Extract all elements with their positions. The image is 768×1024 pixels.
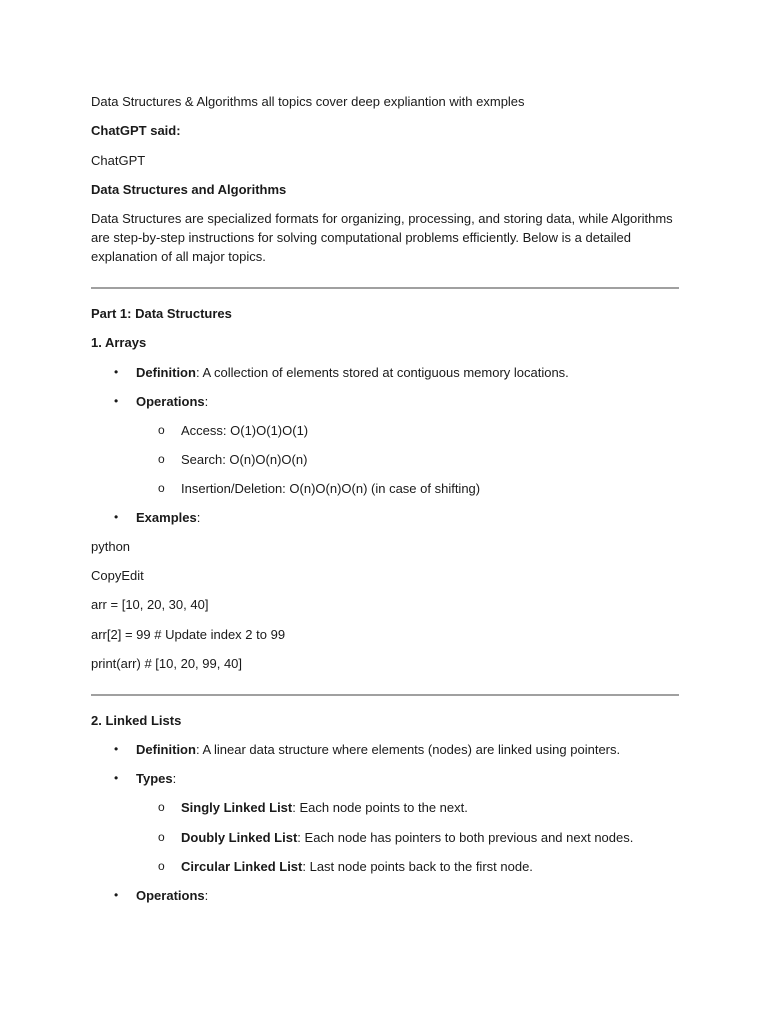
op-access: Access: O(1)O(1)O(1)	[181, 423, 309, 438]
definition-label: Definition	[136, 742, 196, 757]
prompt-line: Data Structures & Algorithms all topics cover deep expliantion with exmples	[91, 94, 525, 109]
type-name: Doubly Linked List	[181, 830, 298, 845]
code-line: arr[2] = 99 # Update index 2 to 99	[91, 627, 286, 642]
copy-edit-link[interactable]: CopyEdit	[91, 568, 144, 583]
operations-colon: :	[204, 394, 209, 409]
linked-lists-types	[136, 769, 176, 788]
code-line: print(arr) # [10, 20, 99, 40]	[91, 656, 243, 671]
type-circular	[181, 857, 533, 876]
definition-text: : A collection of elements stored at contiguous memory locations.	[195, 365, 569, 380]
author-label: ChatGPT	[91, 153, 146, 168]
examples-colon: :	[196, 510, 201, 525]
code-line: arr = [10, 20, 30, 40]	[91, 597, 209, 612]
bullet-icon: •	[114, 510, 119, 524]
operations-label: Operations	[136, 394, 205, 409]
bullet-icon: •	[114, 365, 119, 379]
definition-text: : A linear data structure where elements (nodes) are linked using pointers.	[195, 742, 621, 757]
arrays-definition	[136, 363, 569, 382]
circle-bullet-icon: o	[158, 830, 165, 844]
type-name: Circular Linked List	[181, 859, 303, 874]
circle-bullet-icon: o	[158, 452, 165, 466]
circle-bullet-icon: o	[158, 859, 165, 873]
operations-colon: :	[204, 888, 209, 903]
type-singly	[181, 798, 468, 817]
arrays-examples	[136, 508, 200, 527]
arrays-heading: 1. Arrays	[91, 335, 147, 350]
section-divider	[91, 287, 679, 289]
type-desc: : Each node points to the next.	[292, 800, 468, 815]
type-name: Singly Linked List	[181, 800, 293, 815]
type-desc: : Each node has pointers to both previous and next nodes.	[297, 830, 634, 845]
circle-bullet-icon: o	[158, 800, 165, 814]
op-search: Search: O(n)O(n)O(n)	[181, 452, 308, 467]
arrays-operations	[136, 392, 208, 411]
linked-lists-heading: 2. Linked Lists	[91, 713, 182, 728]
types-label: Types	[136, 771, 173, 786]
section-divider	[91, 694, 679, 696]
examples-label: Examples	[136, 510, 197, 525]
bullet-icon: •	[114, 888, 119, 902]
type-desc: : Last node points back to the first node.	[302, 859, 533, 874]
linked-lists-operations	[136, 886, 208, 905]
bullet-icon: •	[114, 742, 119, 756]
type-doubly	[181, 828, 633, 847]
operations-label: Operations	[136, 888, 205, 903]
linked-lists-definition	[136, 740, 620, 759]
bullet-icon: •	[114, 394, 119, 408]
circle-bullet-icon: o	[158, 423, 165, 437]
code-language: python	[91, 539, 131, 554]
definition-label: Definition	[136, 365, 196, 380]
types-colon: :	[172, 771, 177, 786]
part1-heading: Part 1: Data Structures	[91, 306, 232, 321]
said-label: ChatGPT said:	[91, 123, 181, 138]
circle-bullet-icon: o	[158, 481, 165, 495]
doc-title: Data Structures and Algorithms	[91, 182, 287, 197]
op-insertion: Insertion/Deletion: O(n)O(n)O(n) (in case of shifting)	[181, 481, 481, 496]
intro-paragraph: Data Structures are specialized formats for organizing, processing, and storing data, while Algorithms are step-by-step instructions for solving computational problems efficiently. Below is a detailed explanation of all major topics.	[91, 211, 673, 264]
bullet-icon: •	[114, 771, 119, 785]
